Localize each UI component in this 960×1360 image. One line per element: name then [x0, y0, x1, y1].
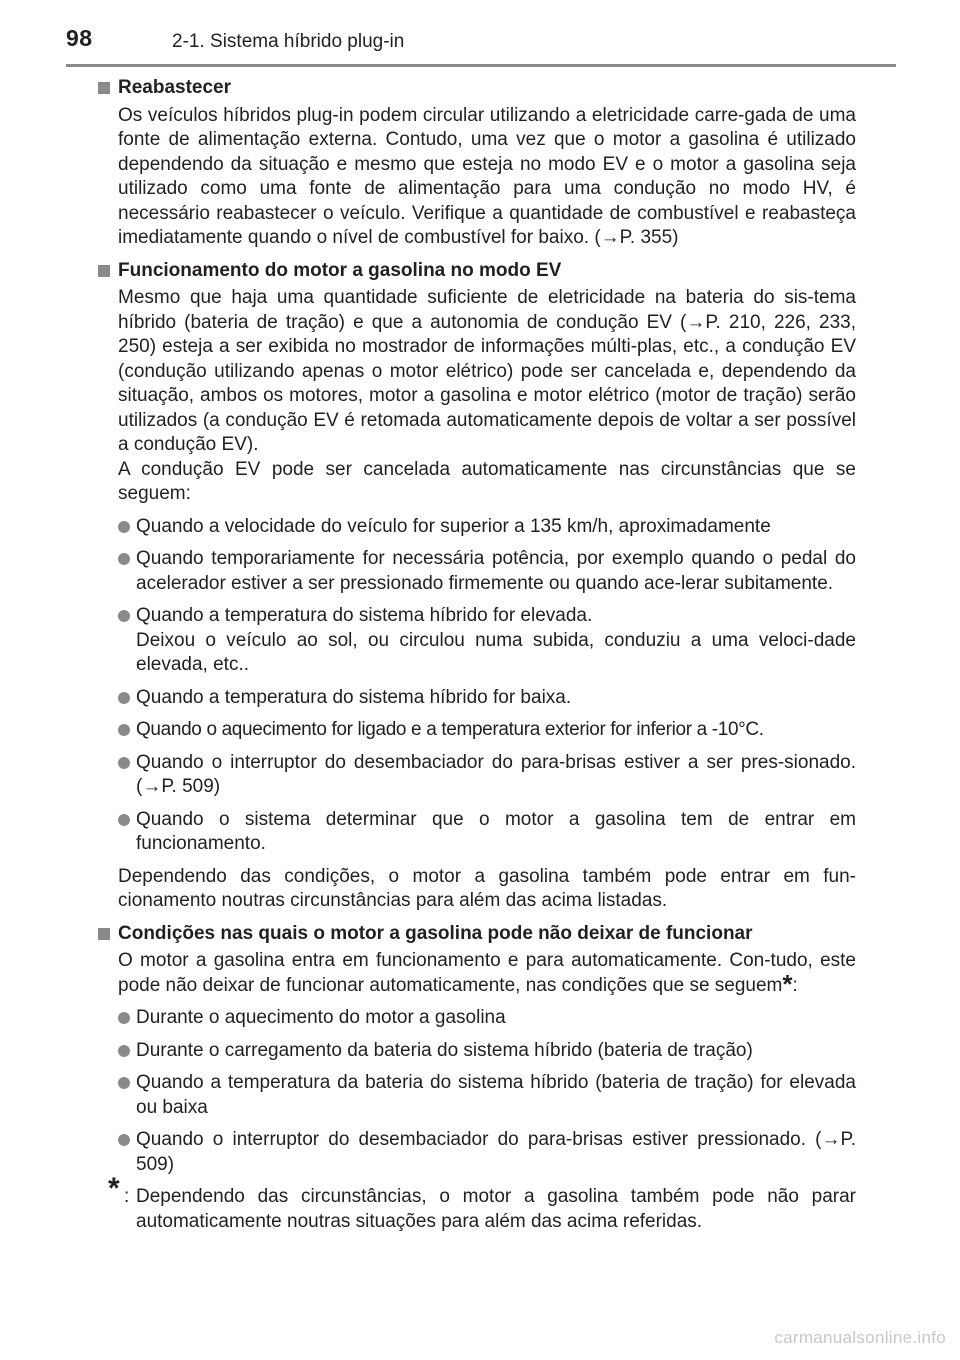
heading-text: Funcionamento do motor a gasolina no modo EV: [118, 259, 562, 281]
paragraph: Os veículos híbridos plug-in podem circular utilizando a eletricidade carre-gada de uma fonte de alimentação externa. Contudo, uma vez que o motor a gasolina é utilizado dependendo da situação e mesmo que esteja no modo EV e o motor a gasolina seja utilizado como uma fonte de alimentação para uma condução no modo HV, é necessário reabastecer o veículo. Verifique a quantidade de combustível e reabasteça imediatamente quando o nível de combustível for baixo. (→P. 355): [118, 104, 856, 248]
watermark: carmanualsonline.info: [774, 1328, 946, 1347]
circle-bullet-icon: [118, 1045, 130, 1057]
list-item: Quando temporariamente for necessária potência, por exemplo quando o pedal do acelerador estiver a ser pressionado firmemente ou quando ace-lerar subitamente.: [136, 547, 856, 596]
list-item-detail: Deixou o veículo ao sol, ou circulou numa subida, conduziu a uma veloci-dade elevada, etc..: [136, 629, 856, 675]
paragraph: Dependendo das condições, o motor a gasolina também pode entrar em fun-cionamento noutras circunstâncias para além das acima listadas.: [118, 865, 856, 911]
list-item: Durante o aquecimento do motor a gasolina: [136, 1006, 856, 1031]
circle-bullet-icon: [118, 553, 130, 565]
list-item: Quando o interruptor do desembaciador do para-brisas estiver pressionado. (→P. 509): [136, 1128, 856, 1177]
square-bullet-icon: [98, 82, 110, 94]
paragraph: O motor a gasolina entra em funcionamento e para automaticamente. Con-tudo, este pode não deixar de funcionar automaticamente, nas condições que se seguem*:: [118, 950, 856, 999]
footnote-colon: :: [124, 1186, 130, 1207]
circle-bullet-icon: [118, 757, 130, 769]
heading-text: Reabastecer: [118, 77, 232, 98]
list-item: Quando a temperatura do sistema híbrido for elevada. Deixou o veículo ao sol, ou circulou numa subida, conduziu a uma veloci-dade elevada, etc..: [136, 604, 856, 678]
section-heading-refuel: [96, 76, 856, 101]
footnote: [108, 1172, 856, 1234]
list-item: Quando o sistema determinar que o motor a gasolina tem de entrar em funcionamento.: [136, 808, 856, 857]
circle-bullet-icon: [118, 610, 130, 622]
page-number: 98: [66, 25, 93, 51]
square-bullet-icon: [98, 265, 110, 277]
paragraph: A condução EV pode ser cancelada automaticamente nas circunstâncias que se seguem:: [118, 458, 856, 504]
circle-bullet-icon: [118, 724, 130, 736]
heading-text: Condições nas quais o motor a gasolina pode não deixar de funcionar: [118, 922, 753, 944]
asterisk-mark: *: [782, 968, 793, 999]
list-item: Quando a velocidade do veículo for superior a 135 km/h, aproximadamente: [136, 515, 856, 540]
square-bullet-icon: [98, 928, 110, 940]
circle-bullet-icon: [118, 1077, 130, 1089]
page-content: [96, 76, 856, 1234]
circle-bullet-icon: [118, 521, 130, 533]
circle-bullet-icon: [118, 1012, 130, 1024]
asterisk-mark: *: [108, 1172, 120, 1205]
list-item: Quando a temperatura do sistema híbrido for baixa.: [136, 686, 856, 711]
section-title: 2-1. Sistema híbrido plug-in: [172, 31, 405, 52]
header-divider: [66, 64, 896, 67]
list-item: Quando o aquecimento for ligado e a temperatura exterior for inferior a -10°C.: [136, 718, 856, 743]
list-item: Quando o interruptor do desembaciador do para-brisas estiver a ser pres-sionado. (→P. 509): [136, 751, 856, 800]
circle-bullet-icon: [118, 1134, 130, 1146]
page-header: [0, 0, 960, 66]
circle-bullet-icon: [118, 692, 130, 704]
section-heading-ev-mode: [96, 259, 856, 284]
list-item: Quando a temperatura da bateria do sistema híbrido (bateria de tração) for elevada ou baixa: [136, 1071, 856, 1120]
circle-bullet-icon: [118, 814, 130, 826]
list-item: Durante o carregamento da bateria do sistema híbrido (bateria de tração): [136, 1039, 856, 1064]
footnote-text: Dependendo das circunstâncias, o motor a gasolina também pode não parar automaticamente noutras situações para além das acima referidas.: [136, 1186, 856, 1232]
paragraph: Mesmo que haja uma quantidade suficiente de eletricidade na bateria do sis-tema híbrido (bateria de tração) e que a autonomia de condução EV (→P. 210, 226, 233, 250) esteja a ser exibida no mostrador de informações múlti-plas, etc., a condução EV (condução utilizando apenas o motor elétrico) pode ser cancelada e, dependendo da situação, ambos os motores, motor a gasolina e motor elétrico (motor de tração) serão utilizados (a condução EV é retomada automaticamente depois de voltar a ser possível a condução EV).: [118, 287, 856, 455]
section-heading-engine-conditions: [96, 922, 856, 947]
